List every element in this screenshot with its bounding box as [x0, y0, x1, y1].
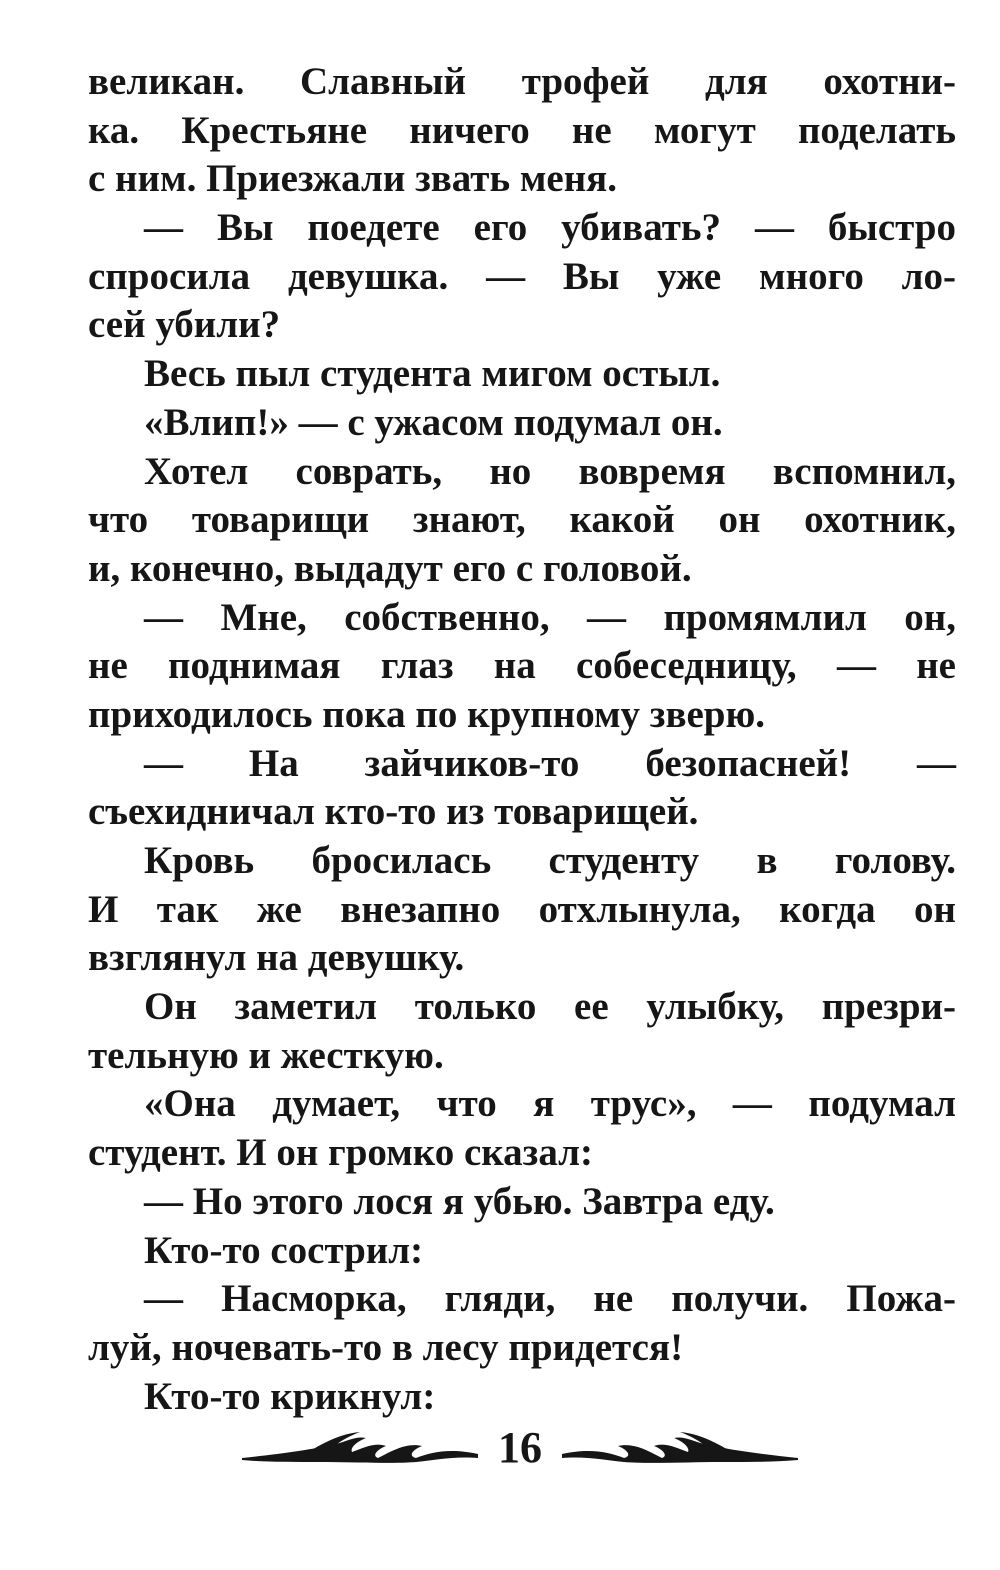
text-line: спросила девушка. — Вы уже много ло-: [88, 254, 956, 298]
text-line: что товарищи знают, какой он охотник,: [88, 498, 956, 542]
text-line: студент. И он громко сказал:: [88, 1131, 594, 1175]
text-line: Весь пыл студента мигом остыл.: [144, 352, 721, 396]
flourish-ornament-icon: [240, 1428, 480, 1470]
text-line: приходилось пока по крупному зверю.: [88, 692, 766, 736]
page-footer: [240, 1418, 800, 1478]
page-number: 16: [498, 1423, 542, 1472]
text-line: И так же внезапно отхлынула, когда он: [88, 887, 956, 931]
text-line: и, конечно, выдадут его с головой.: [88, 546, 692, 590]
text-line: тельную и жесткую.: [88, 1033, 444, 1077]
text-line: сей убили?: [88, 303, 281, 347]
text-line: «Влип!» — с ужасом подумал он.: [144, 400, 723, 444]
text-line: — Но этого лося я убью. Завтра еду.: [144, 1179, 775, 1223]
text-line: «Она думает, что я трус», — подумал: [144, 1082, 956, 1126]
text-line: великан. Славный трофей для охотни-: [88, 60, 956, 103]
body-text: [88, 58, 956, 1421]
text-line: съехидничал кто-то из товарищей.: [88, 790, 699, 834]
text-line: ка. Крестьяне ничего не могут поделать: [88, 108, 956, 152]
text-line: взглянул на девушку.: [88, 936, 465, 980]
text-line: — Насморка, гляди, не получи. Пожа-: [144, 1277, 956, 1321]
text-line: Кровь бросилась студенту в голову.: [144, 839, 956, 882]
flourish-ornament-icon: [560, 1428, 800, 1470]
text-line: Он заметил только ее улыбку, презри-: [144, 985, 956, 1029]
text-line: не поднимая глаз на собеседницу, — не: [88, 644, 956, 688]
text-line: Хотел соврать, но вовремя вспомнил,: [144, 449, 956, 493]
text-line: — Мне, собственно, — промямлил он,: [144, 595, 956, 639]
text-line: с ним. Приезжали звать меня.: [88, 157, 618, 201]
text-line: — На зайчиков-то безопасней! —: [144, 741, 956, 785]
text-line: луй, ночевать-то в лесу придется!: [88, 1325, 684, 1369]
text-line: — Вы поедете его убивать? — быстро: [144, 206, 956, 250]
text-line: Кто-то сострил:: [144, 1228, 424, 1272]
text-line: Кто-то крикнул:: [144, 1374, 436, 1418]
